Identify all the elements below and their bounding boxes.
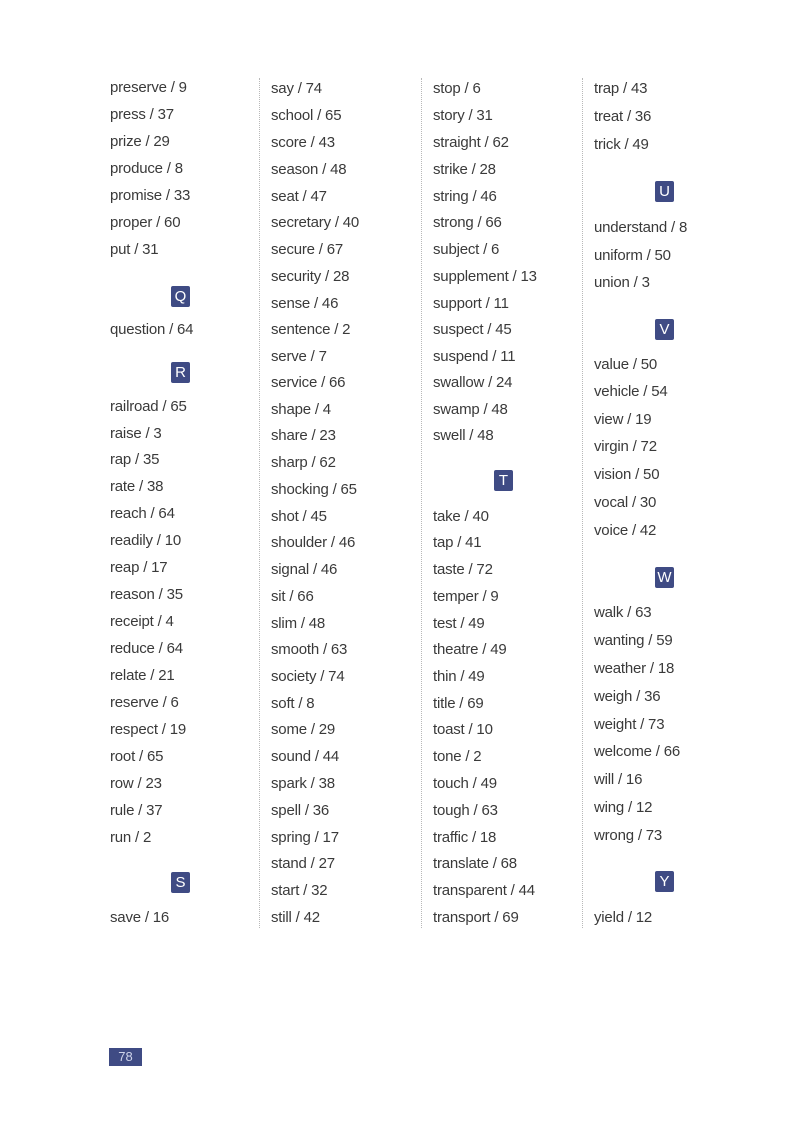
index-entry: receipt / 4 (110, 613, 174, 630)
index-entry: reserve / 6 (110, 694, 179, 711)
index-entry: wrong / 73 (594, 827, 663, 844)
index-entry: tap / 41 (433, 534, 482, 551)
index-entry: spark / 38 (271, 775, 335, 792)
section-letter-q: Q (171, 286, 190, 307)
index-entry: story / 31 (433, 107, 493, 124)
index-entry: sound / 44 (271, 748, 340, 765)
index-entry: theatre / 49 (433, 641, 507, 658)
index-entry: start / 32 (271, 882, 328, 899)
index-entry: voice / 42 (594, 522, 657, 539)
index-entry: some / 29 (271, 721, 336, 738)
index-entry: trap / 43 (594, 80, 648, 97)
index-entry: sit / 66 (271, 588, 314, 605)
index-entry: preserve / 9 (110, 79, 187, 96)
index-entry: proper / 60 (110, 214, 181, 231)
index-entry: swallow / 24 (433, 374, 513, 391)
index-entry: tough / 63 (433, 802, 498, 819)
index-entry: tone / 2 (433, 748, 482, 765)
section-letter-y: Y (655, 871, 674, 892)
index-entry: string / 46 (433, 188, 497, 205)
index-entry: wing / 12 (594, 799, 653, 816)
index-entry: view / 19 (594, 411, 652, 428)
index-entry: school / 65 (271, 107, 342, 124)
index-entry: secure / 67 (271, 241, 344, 258)
index-entry: serve / 7 (271, 348, 327, 365)
index-entry: suspect / 45 (433, 321, 512, 338)
index-entry: will / 16 (594, 771, 643, 788)
index-entry: service / 66 (271, 374, 346, 391)
index-entry: weather / 18 (594, 660, 675, 677)
index-entry: vision / 50 (594, 466, 660, 483)
index-entry: secretary / 40 (271, 214, 360, 231)
index-entry: shoulder / 46 (271, 534, 356, 551)
page-number: 78 (109, 1048, 142, 1066)
index-entry: yield / 12 (594, 909, 653, 926)
index-entry: reason / 35 (110, 586, 183, 603)
index-entry: temper / 9 (433, 588, 499, 605)
index-entry: welcome / 66 (594, 743, 680, 760)
index-entry: press / 37 (110, 106, 174, 123)
section-letter-t: T (494, 470, 513, 491)
section-letter-u: U (655, 181, 674, 202)
index-entry: test / 49 (433, 615, 485, 632)
index-entry: readily / 10 (110, 532, 181, 549)
index-entry: question / 64 (110, 321, 194, 338)
index-entry: rate / 38 (110, 478, 164, 495)
index-entry: society / 74 (271, 668, 345, 685)
index-entry: say / 74 (271, 80, 322, 97)
index-entry: toast / 10 (433, 721, 493, 738)
index-entry: seat / 47 (271, 188, 327, 205)
index-entry: reap / 17 (110, 559, 168, 576)
index-entry: rap / 35 (110, 451, 160, 468)
index-entry: strong / 66 (433, 214, 502, 231)
index-entry: understand / 8 (594, 219, 688, 236)
index-entry: transparent / 44 (433, 882, 535, 899)
index-entry: raise / 3 (110, 425, 162, 442)
index-entry: strike / 28 (433, 161, 496, 178)
index-entry: suspend / 11 (433, 348, 516, 365)
index-entry: take / 40 (433, 508, 489, 525)
index-entry: sense / 46 (271, 295, 339, 312)
index-entry: subject / 6 (433, 241, 500, 258)
index-entry: touch / 49 (433, 775, 497, 792)
index-entry: shocking / 65 (271, 481, 357, 498)
index-entry: trick / 49 (594, 136, 649, 153)
index-entry: produce / 8 (110, 160, 183, 177)
section-letter-s: S (171, 872, 190, 893)
index-entry: wanting / 59 (594, 632, 673, 649)
index-entry: traffic / 18 (433, 829, 497, 846)
index-entry: railroad / 65 (110, 398, 187, 415)
index-entry: taste / 72 (433, 561, 493, 578)
index-entry: score / 43 (271, 134, 335, 151)
column-divider (259, 78, 260, 928)
index-entry: transport / 69 (433, 909, 519, 926)
section-letter-w: W (655, 567, 674, 588)
index-entry: supplement / 13 (433, 268, 537, 285)
section-letter-r: R (171, 362, 190, 383)
index-entry: season / 48 (271, 161, 347, 178)
index-entry: row / 23 (110, 775, 162, 792)
index-entry: thin / 49 (433, 668, 485, 685)
index-entry: smooth / 63 (271, 641, 348, 658)
index-entry: weigh / 36 (594, 688, 661, 705)
index-entry: virgin / 72 (594, 438, 657, 455)
index-entry: save / 16 (110, 909, 170, 926)
column-divider (421, 78, 422, 928)
index-entry: reach / 64 (110, 505, 175, 522)
index-entry: swamp / 48 (433, 401, 508, 418)
index-entry: stop / 6 (433, 80, 481, 97)
index-entry: vocal / 30 (594, 494, 657, 511)
index-entry: put / 31 (110, 241, 159, 258)
index-entry: reduce / 64 (110, 640, 183, 657)
index-entry: sharp / 62 (271, 454, 336, 471)
index-entry: signal / 46 (271, 561, 338, 578)
index-entry: rule / 37 (110, 802, 163, 819)
index-entry: spring / 17 (271, 829, 339, 846)
index-entry: uniform / 50 (594, 247, 671, 264)
index-entry: promise / 33 (110, 187, 191, 204)
index-entry: prize / 29 (110, 133, 170, 150)
index-entry: vehicle / 54 (594, 383, 668, 400)
index-entry: share / 23 (271, 427, 336, 444)
index-entry: support / 11 (433, 295, 509, 312)
index-entry: respect / 19 (110, 721, 186, 738)
index-entry: title / 69 (433, 695, 484, 712)
index-entry: still / 42 (271, 909, 320, 926)
index-entry: soft / 8 (271, 695, 315, 712)
index-entry: run / 2 (110, 829, 152, 846)
index-entry: translate / 68 (433, 855, 517, 872)
column-divider (582, 78, 583, 928)
index-entry: spell / 36 (271, 802, 330, 819)
index-entry: straight / 62 (433, 134, 509, 151)
index-entry: security / 28 (271, 268, 350, 285)
index-entry: weight / 73 (594, 716, 665, 733)
section-letter-v: V (655, 319, 674, 340)
index-entry: shape / 4 (271, 401, 331, 418)
index-entry: value / 50 (594, 356, 658, 373)
index-entry: slim / 48 (271, 615, 326, 632)
index-entry: stand / 27 (271, 855, 335, 872)
index-entry: shot / 45 (271, 508, 327, 525)
index-entry: swell / 48 (433, 427, 494, 444)
index-entry: treat / 36 (594, 108, 652, 125)
index-entry: union / 3 (594, 274, 650, 291)
index-entry: sentence / 2 (271, 321, 351, 338)
index-entry: root / 65 (110, 748, 164, 765)
index-entry: walk / 63 (594, 604, 652, 621)
index-entry: relate / 21 (110, 667, 175, 684)
